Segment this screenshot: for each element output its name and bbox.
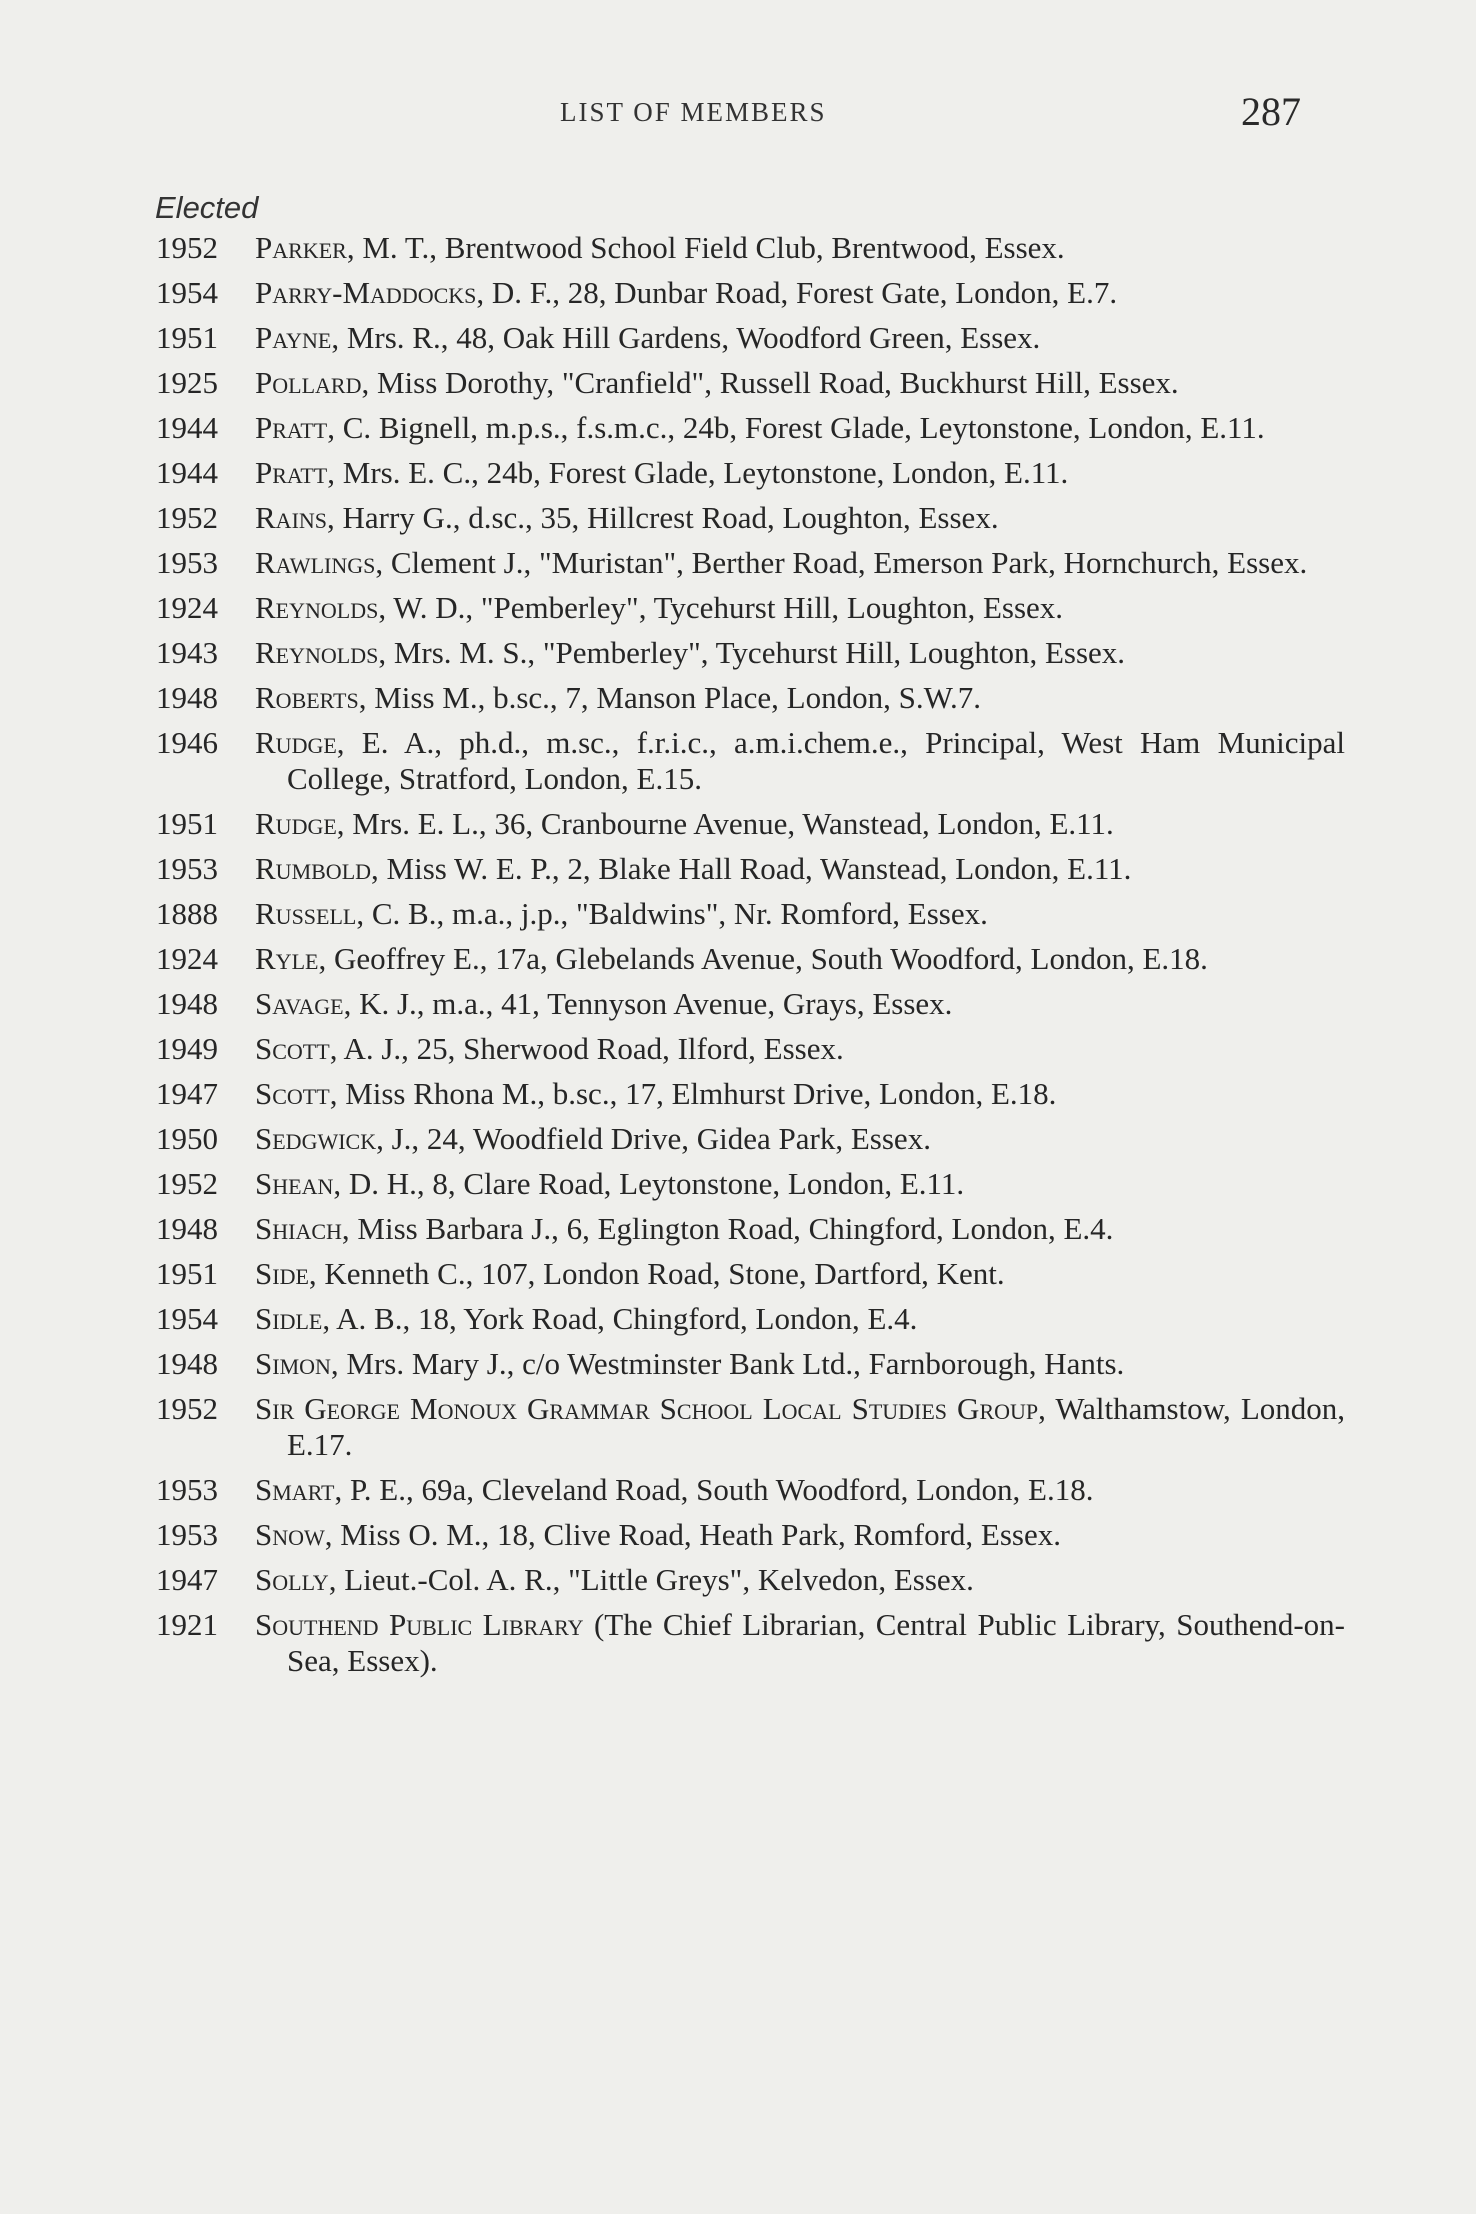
election-year: 1921 — [156, 1607, 218, 1642]
member-entry — [0, 1121, 1476, 1157]
election-year: 1951 — [156, 320, 218, 355]
member-name: Simon — [255, 1346, 331, 1381]
member-entry — [0, 635, 1476, 671]
election-year: 1952 — [156, 500, 218, 535]
member-details — [255, 1346, 1345, 1382]
member-address: , C. B., m.a., j.p., "Baldwins", Nr. Romford, Essex. — [356, 896, 988, 931]
member-address: , A. B., 18, York Road, Chingford, London, E.4. — [322, 1301, 918, 1336]
election-year: 1943 — [156, 635, 218, 670]
member-details — [255, 545, 1345, 581]
member-name: Snow — [255, 1517, 325, 1552]
member-details — [255, 500, 1345, 536]
member-details — [255, 590, 1345, 626]
member-address: , W. D., "Pemberley", Tycehurst Hill, Loughton, Essex. — [378, 590, 1064, 625]
election-year: 1946 — [156, 725, 218, 760]
election-year: 1924 — [156, 941, 218, 976]
election-year: 1948 — [156, 1346, 218, 1381]
member-entry — [0, 1346, 1476, 1382]
member-entry — [0, 1211, 1476, 1247]
member-details — [255, 1562, 1345, 1598]
member-details — [255, 1076, 1345, 1112]
election-year: 1952 — [156, 1391, 218, 1426]
member-entry — [0, 455, 1476, 491]
member-entry — [0, 1472, 1476, 1508]
member-details — [255, 806, 1345, 842]
member-entry — [0, 941, 1476, 977]
member-address: , C. Bignell, m.p.s., f.s.m.c., 24b, Forest Glade, Leytonstone, London, E.11. — [327, 410, 1265, 445]
member-details — [255, 275, 1345, 311]
member-entry — [0, 1076, 1476, 1112]
election-year: 1944 — [156, 455, 218, 490]
member-entry — [0, 410, 1476, 446]
election-year: 1924 — [156, 590, 218, 625]
election-year: 1952 — [156, 1166, 218, 1201]
member-address: , E. A., ph.d., m.sc., f.r.i.c., a.m.i.chem.e., Principal, West Ham Municipal College, Stratford, London, E.15. — [287, 725, 1345, 796]
member-details — [255, 1121, 1345, 1157]
member-name: Sir George Monoux Grammar School Local Studies Group — [255, 1391, 1039, 1426]
member-details — [255, 896, 1345, 932]
member-name: Pratt — [255, 410, 328, 445]
member-address: , Miss M., b.sc., 7, Manson Place, London, S.W.7. — [358, 680, 982, 715]
member-name: Rudge — [255, 806, 337, 841]
member-details — [255, 455, 1345, 491]
member-name: Parker — [255, 230, 347, 265]
member-name: Shiach — [255, 1211, 342, 1246]
member-details — [255, 1607, 1345, 1679]
member-name: Solly — [255, 1562, 329, 1597]
page-number: 287 — [1241, 89, 1301, 134]
member-details — [255, 1391, 1345, 1463]
member-details — [255, 410, 1345, 446]
member-address: , J., 24, Woodfield Drive, Gidea Park, Essex. — [376, 1121, 931, 1156]
election-year: 1952 — [156, 230, 218, 265]
election-year: 1948 — [156, 1211, 218, 1246]
member-details — [255, 1166, 1345, 1202]
running-head: LIST OF MEMBERS — [560, 97, 827, 127]
member-name: Sidle — [255, 1301, 323, 1336]
member-address: , Mrs. M. S., "Pemberley", Tycehurst Hill, Loughton, Essex. — [378, 635, 1126, 670]
member-address: , Mrs. R., 48, Oak Hill Gardens, Woodford Green, Essex. — [331, 320, 1041, 355]
member-address: , A. J., 25, Sherwood Road, Ilford, Essex. — [329, 1031, 844, 1066]
member-address: , K. J., m.a., 41, Tennyson Avenue, Grays, Essex. — [343, 986, 953, 1021]
member-entry — [0, 806, 1476, 842]
member-details — [255, 365, 1345, 401]
election-year: 1953 — [156, 1472, 218, 1507]
member-address: , Walthamstow, London, E.17. — [287, 1391, 1345, 1462]
member-address: , Mrs. E. C., 24b, Forest Glade, Leytonstone, London, E.11. — [327, 455, 1069, 490]
member-name: Shean — [255, 1166, 334, 1201]
member-address: , Miss Dorothy, "Cranfield", Russell Road, Buckhurst Hill, Essex. — [361, 365, 1179, 400]
member-details — [255, 230, 1345, 266]
election-year: 1953 — [156, 1517, 218, 1552]
election-year: 1954 — [156, 1301, 218, 1336]
election-year: 1951 — [156, 1256, 218, 1291]
member-entry — [0, 680, 1476, 716]
member-entry — [0, 590, 1476, 626]
member-details — [255, 1472, 1345, 1508]
member-address: , D. H., 8, Clare Road, Leytonstone, London, E.11. — [333, 1166, 965, 1201]
member-entry — [0, 1391, 1476, 1463]
member-name: Reynolds — [255, 635, 379, 670]
member-entry — [0, 320, 1476, 356]
member-name: Reynolds — [255, 590, 379, 625]
election-year: 1944 — [156, 410, 218, 445]
elected-column-label: Elected — [155, 190, 259, 225]
member-name: Smart — [255, 1472, 335, 1507]
member-address: , Lieut.-Col. A. R., "Little Greys", Kelvedon, Essex. — [328, 1562, 974, 1597]
member-details — [255, 680, 1345, 716]
member-details — [255, 941, 1345, 977]
member-entry — [0, 851, 1476, 887]
member-name: Pollard — [255, 365, 362, 400]
member-address: , Geoffrey E., 17a, Glebelands Avenue, South Woodford, London, E.18. — [318, 941, 1208, 976]
member-name: Pratt — [255, 455, 328, 490]
member-entry — [0, 725, 1476, 797]
election-year: 1948 — [156, 680, 218, 715]
member-details — [255, 1031, 1345, 1067]
member-entry — [0, 1517, 1476, 1553]
election-year: 1953 — [156, 851, 218, 886]
member-address: , M. T., Brentwood School Field Club, Brentwood, Essex. — [346, 230, 1065, 265]
election-year: 1954 — [156, 275, 218, 310]
member-name: Parry-Maddocks — [255, 275, 477, 310]
member-address: , Mrs. Mary J., c/o Westminster Bank Ltd., Farnborough, Hants. — [330, 1346, 1125, 1381]
election-year: 1947 — [156, 1076, 218, 1111]
member-details — [255, 320, 1345, 356]
member-details — [255, 1256, 1345, 1292]
member-name: Ryle — [255, 941, 319, 976]
member-entry — [0, 275, 1476, 311]
member-address: , P. E., 69a, Cleveland Road, South Woodford, London, E.18. — [334, 1472, 1094, 1507]
election-year: 1949 — [156, 1031, 218, 1066]
member-address: , Clement J., "Muristan", Berther Road, Emerson Park, Hornchurch, Essex. — [375, 545, 1308, 580]
member-address: (The Chief Librarian, Central Public Library, Southend-on-Sea, Essex). — [287, 1607, 1345, 1678]
member-name: Rains — [255, 500, 328, 535]
member-address: , Kenneth C., 107, London Road, Stone, Dartford, Kent. — [308, 1256, 1005, 1291]
member-address: , Miss W. E. P., 2, Blake Hall Road, Wanstead, London, E.11. — [371, 851, 1132, 886]
member-name: Scott — [255, 1076, 330, 1111]
election-year: 1947 — [156, 1562, 218, 1597]
member-entry — [0, 1562, 1476, 1598]
member-name: Scott — [255, 1031, 330, 1066]
member-name: Payne — [255, 320, 332, 355]
member-entry — [0, 896, 1476, 932]
member-details — [255, 851, 1345, 887]
member-entry — [0, 500, 1476, 536]
election-year: 1888 — [156, 896, 218, 931]
member-name: Side — [255, 1256, 309, 1291]
election-year: 1950 — [156, 1121, 218, 1156]
member-address: , Miss O. M., 18, Clive Road, Heath Park, Romford, Essex. — [324, 1517, 1061, 1552]
member-name: Rumbold — [255, 851, 372, 886]
member-entry — [0, 1031, 1476, 1067]
member-name: Savage — [255, 986, 344, 1021]
member-entry — [0, 1301, 1476, 1337]
member-address: , Harry G., d.sc., 35, Hillcrest Road, Loughton, Essex. — [327, 500, 999, 535]
member-address: , Miss Rhona M., b.sc., 17, Elmhurst Drive, London, E.18. — [329, 1076, 1057, 1111]
member-entry — [0, 230, 1476, 266]
member-name: Roberts — [255, 680, 359, 715]
member-name: Rawlings — [255, 545, 376, 580]
member-entry — [0, 1166, 1476, 1202]
member-entry — [0, 1607, 1476, 1679]
member-details — [255, 1301, 1345, 1337]
member-list — [0, 230, 1476, 1688]
member-details — [255, 1517, 1345, 1553]
member-entry — [0, 365, 1476, 401]
member-name: Russell — [255, 896, 357, 931]
member-name: Rudge — [255, 725, 337, 760]
member-details — [255, 725, 1345, 797]
election-year: 1925 — [156, 365, 218, 400]
member-address: , Mrs. E. L., 36, Cranbourne Avenue, Wanstead, London, E.11. — [336, 806, 1114, 841]
member-entry — [0, 1256, 1476, 1292]
member-entry — [0, 545, 1476, 581]
member-details — [255, 1211, 1345, 1247]
member-details — [255, 635, 1345, 671]
member-address: , D. F., 28, Dunbar Road, Forest Gate, London, E.7. — [476, 275, 1118, 310]
member-address: , Miss Barbara J., 6, Eglington Road, Chingford, London, E.4. — [341, 1211, 1114, 1246]
member-name: Sedgwick — [255, 1121, 377, 1156]
member-name: Southend Public Library — [255, 1607, 584, 1642]
member-entry — [0, 986, 1476, 1022]
election-year: 1948 — [156, 986, 218, 1021]
election-year: 1953 — [156, 545, 218, 580]
member-details — [255, 986, 1345, 1022]
election-year: 1951 — [156, 806, 218, 841]
